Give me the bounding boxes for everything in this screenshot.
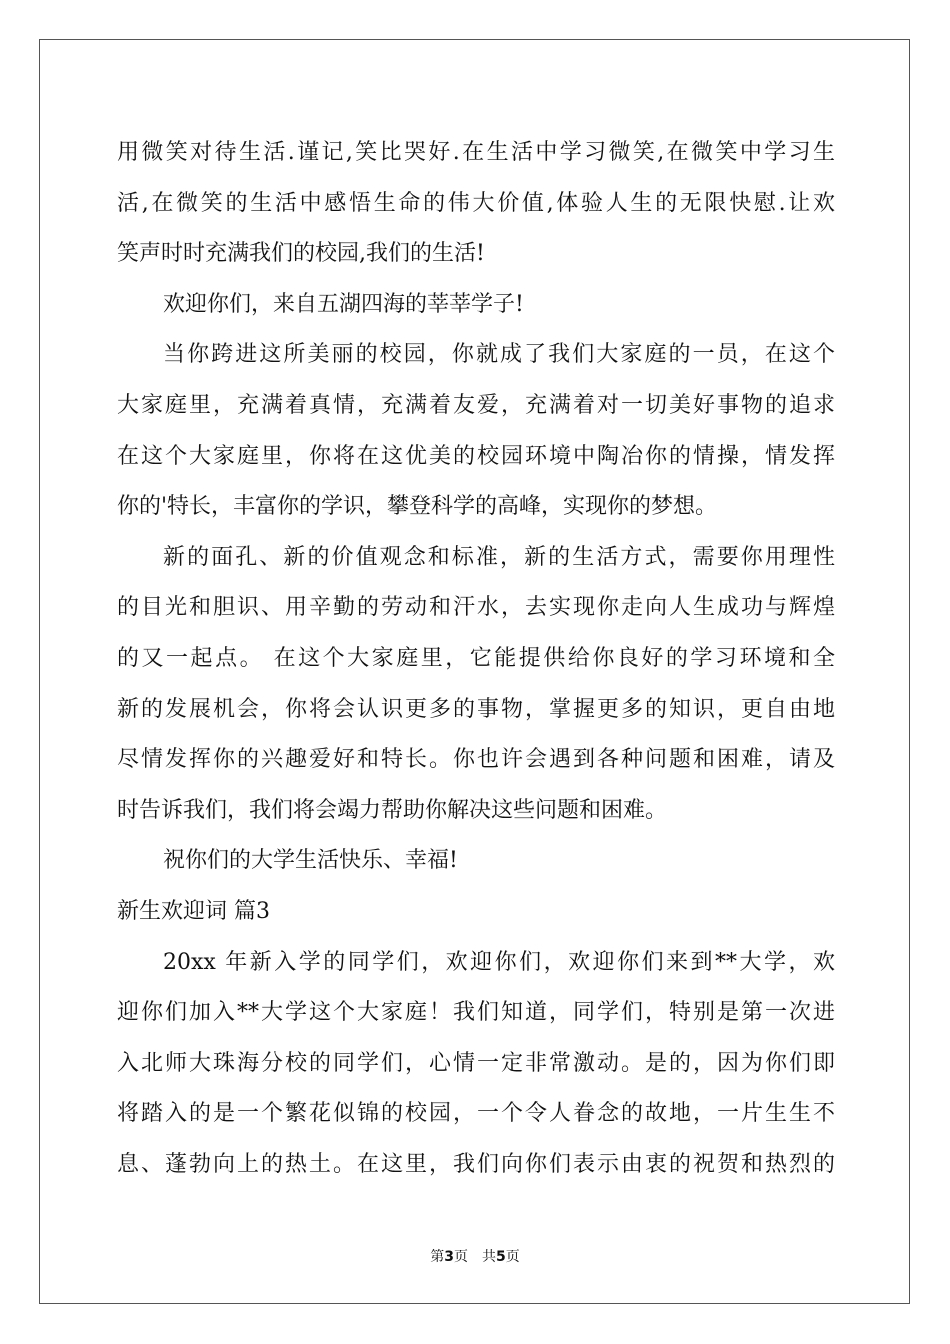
text-line: 新生欢迎词 篇3	[117, 898, 270, 924]
total-page-number: 5	[496, 1249, 506, 1265]
text-line: 你的'特长，丰富你的学识，攀登科学的高峰，实现你的梦想。	[117, 494, 718, 520]
text-line: 的目光和胆识、用辛勤的劳动和汗水，去实现你走向人生成功与辉煌	[117, 595, 835, 621]
footer-prefix: 第	[430, 1249, 445, 1265]
text-line: 祝你们的大学生活快乐、幸福!	[163, 848, 458, 874]
text-line: 将踏入的是一个繁花似锦的校园，一个令人眷念的故地，一片生生不	[117, 1101, 835, 1127]
footer-mid: 页 共	[454, 1249, 496, 1265]
text-line: 息、蓬勃向上的热土。在这里，我们向你们表示由衷的祝贺和热烈的	[117, 1151, 835, 1177]
text-line: 20xx 年新入学的同学们，欢迎你们，欢迎你们来到**大学，欢	[163, 949, 835, 975]
text-line: 新的发展机会，你将会认识更多的事物，掌握更多的知识，更自由地	[117, 696, 835, 722]
text-line: 笑声时时充满我们的校园,我们的生活!	[117, 241, 485, 267]
text-line: 用微笑对待生活.谨记,笑比哭好.在生活中学习微笑,在微笑中学习生	[117, 140, 835, 165]
text-line: 大家庭里，充满着真情，充满着友爱，充满着对一切美好事物的追求	[117, 392, 835, 418]
text-line: 入北师大珠海分校的同学们，心情一定非常激动。是的，因为你们即	[117, 1050, 835, 1076]
document-body	[117, 128, 835, 1190]
text-line: 在这个大家庭里，你将在这优美的校园环境中陶冶你的情操，情发挥	[117, 443, 835, 469]
text-line: 时告诉我们，我们将会竭力帮助你解决这些问题和困难。	[117, 797, 668, 823]
text-line: 尽情发挥你的兴趣爱好和特长。你也许会遇到各种问题和困难，请及	[117, 747, 835, 773]
text-line: 的又一起点。 在这个大家庭里，它能提供给你良好的学习环境和全	[117, 645, 835, 671]
text-line: 活,在微笑的生活中感悟生命的伟大价值,体验人生的无限快慰.让欢	[117, 190, 835, 216]
page-footer	[0, 1246, 950, 1266]
text-line: 欢迎你们，来自五湖四海的莘莘学子!	[163, 291, 524, 317]
footer-suffix: 页	[505, 1249, 520, 1265]
text-line: 新的面孔、新的价值观念和标准，新的生活方式，需要你用理性	[163, 544, 835, 570]
text-line: 迎你们加入**大学这个大家庭！我们知道，同学们，特别是第一次进	[117, 1000, 835, 1026]
text-line: 当你跨进这所美丽的校园，你就成了我们大家庭的一员，在这个	[163, 342, 835, 368]
current-page-number: 3	[444, 1249, 454, 1265]
